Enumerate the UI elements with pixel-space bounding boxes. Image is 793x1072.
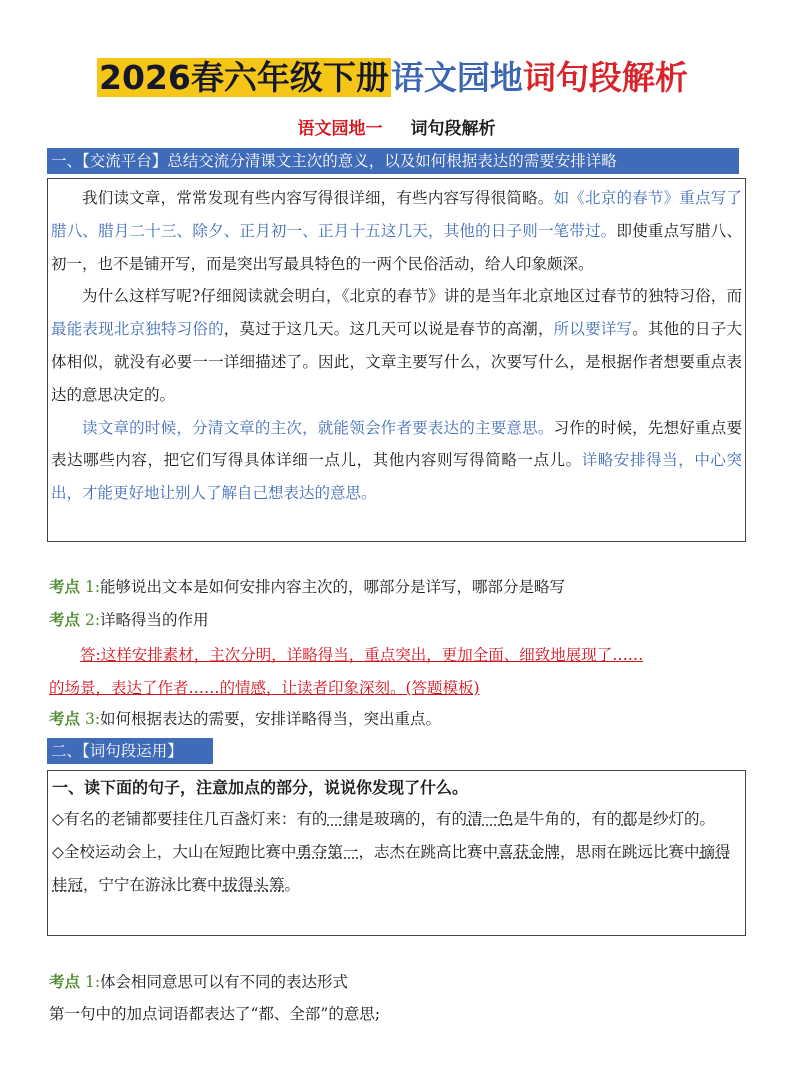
point1-1 — [49, 574, 565, 600]
s1-dotted-word: 都 — [621, 810, 638, 828]
point1-2 — [49, 607, 209, 633]
kaodian-text: 体会相同意思可以有不同的表达形式 — [100, 973, 349, 991]
s2-dotted-word: 拔得头筹 — [222, 876, 285, 894]
p1-text-c: 即使重点写腊八、初一，也不是铺开写，而是突出写最具特色的一两个民俗活动，给人印象颇深。 — [51, 221, 742, 273]
answer-line-1: 答:这样安排素材，主次分明，详略得当，重点突出，更加全面、细致地展现了…… — [80, 646, 644, 664]
s2-text: ，宁宁在游泳比赛中 — [83, 876, 223, 894]
p2-text-a: 为什么这样写呢?仔细阅读就会明白，《北京的春节》讲的是当年北京地区过春节的独特习俗，而 — [82, 287, 742, 306]
p2-text-c: ，莫过于这几天。这几天可以说是春节的高潮， — [223, 320, 554, 339]
s2-dotted-word: 勇夺第一 — [296, 843, 359, 861]
subtitle — [0, 114, 793, 139]
s1-text: ◇有名的老铺都要挂住几百盏灯来：有的 — [52, 810, 328, 828]
p3-text-a: 读文章的时候，分清文章的主次，就能领会作者要表达的主要意思。 — [82, 418, 554, 437]
box1-paragraph-1 — [51, 182, 742, 280]
box2-question-title: 一、读下面的句子，注意加点的部分，说说你发现了什么。 — [52, 778, 469, 797]
p3-text-b: 习作的时候，先想好重点要表达哪些内容，把它们写得具体详细一点儿，其他内容则写得简略一点儿。 — [51, 418, 742, 470]
title-red-part: 词句段解析 — [522, 58, 688, 97]
title-blue-part: 语文园地 — [390, 58, 523, 97]
p3-text-c: 详略安排得当，中心突出，才能更好地让别人了解自己想表达的意思。 — [51, 451, 742, 503]
section1-header: 一、【交流平台】总结交流分清课文主次的意义，以及如何根据表达的需要安排详略 — [47, 148, 739, 174]
box1-paragraph-3 — [51, 412, 742, 510]
box2-sentence-2 — [52, 836, 741, 902]
p2-text-d: 所以要详写 — [553, 320, 633, 339]
s2-dotted-word: 摘得桂冠 — [52, 843, 731, 894]
kaodian-text: 详略得当的作用 — [100, 611, 209, 629]
kaodian-number: 1: — [84, 973, 101, 991]
point1-3 — [49, 706, 441, 732]
p1-text-a: 我们读文章，常常发现有些内容写得很详细，有些内容写得很简略。 — [82, 189, 554, 207]
section2-box — [47, 770, 746, 936]
s1-text: 是纱灯的。 — [637, 810, 716, 828]
box2-sentence-1 — [52, 803, 741, 836]
s2-text: ，思雨在跳远比赛中 — [559, 843, 700, 861]
answer-line-2: 的场景，表达了作者……的情感，让读者印象深刻。(答题模板) — [49, 679, 480, 697]
kaodian-number: 2: — [84, 611, 101, 629]
kaodian-number: 3: — [84, 710, 101, 728]
p1-text-b: 如《北京的春节》重点写了腊八、腊月二十三、除夕、正月初一、正月十五这几天，其他的日子则一笔带过。 — [51, 189, 742, 240]
box1-paragraph-2 — [51, 280, 742, 411]
point2-1 — [49, 969, 348, 995]
s1-text: 是牛角的，有的 — [513, 810, 622, 828]
kaodian-label: 考点 — [49, 973, 81, 991]
s1-text: 是玻璃的，有的 — [358, 810, 467, 828]
kaodian-number: 1: — [84, 578, 101, 596]
s2-text: ，志杰在跳高比赛中 — [358, 843, 498, 861]
subtitle-left: 语文园地一 — [297, 119, 383, 139]
final-line: 第一句中的加点词语都表达了“都、全部”的意思; — [49, 1005, 381, 1023]
kaodian-label: 考点 — [49, 611, 81, 629]
section1-box — [47, 178, 746, 542]
page-title — [97, 52, 688, 104]
kaodian-label: 考点 — [49, 578, 81, 596]
p2-text-b: 最能表现北京独特习俗的 — [51, 320, 224, 339]
section2-header: 二、【词句段运用】 — [47, 738, 213, 764]
title-highlight: 2026春六年级下册 — [99, 58, 389, 97]
s2-text: 。 — [284, 876, 301, 894]
p2-text-e: 。其他的日子大体相似，就没有必要一一详细描述了。因此，文章主要写什么，次要写什么，是根据作者想要重点表达的意思决定的。 — [51, 320, 742, 404]
subtitle-right: 词句段解析 — [410, 119, 496, 139]
s2-dotted-word: 喜获金牌 — [497, 843, 560, 861]
kaodian-text: 如何根据表达的需要，安排详略得当，突出重点。 — [100, 710, 442, 728]
kaodian-label: 考点 — [49, 710, 81, 728]
s1-dotted-word: 清一色 — [466, 810, 514, 828]
s2-text: ◇全校运动会上，大山在短跑比赛中 — [52, 843, 297, 861]
s1-dotted-word: 一律 — [327, 810, 359, 828]
kaodian-text: 能够说出文本是如何安排内容主次的，哪部分是详写，哪部分是略写 — [100, 578, 566, 596]
